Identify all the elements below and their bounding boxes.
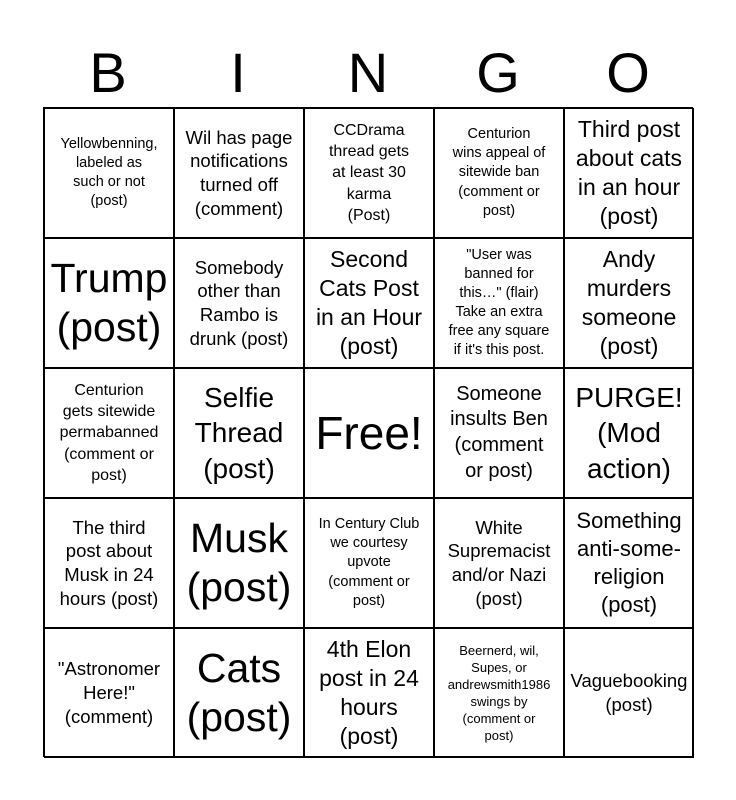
cell-text: In Century Club we courtesy upvote (comment or post) bbox=[318, 516, 420, 609]
bingo-cell[interactable] bbox=[44, 368, 174, 498]
bingo-cell[interactable] bbox=[174, 238, 304, 368]
bingo-cell[interactable] bbox=[564, 108, 694, 238]
bingo-board bbox=[43, 107, 693, 757]
cell-text: CCDrama thread gets at least 30 karma (Post) bbox=[328, 122, 410, 224]
cell-text: Free! bbox=[315, 406, 423, 459]
cell-text: Wil has page notifications turned off (comment) bbox=[185, 126, 293, 219]
cell-text: Centurion wins appeal of sitewide ban (comment or post) bbox=[452, 126, 546, 219]
cell-text: The third post about Musk in 24 hours (post) bbox=[59, 516, 159, 609]
bingo-cell[interactable] bbox=[304, 498, 434, 628]
bingo-cell[interactable] bbox=[174, 628, 304, 758]
bingo-cell[interactable] bbox=[564, 238, 694, 368]
bingo-cell[interactable] bbox=[174, 498, 304, 628]
cell-text: Andy murders someone (post) bbox=[581, 245, 677, 360]
cell-text: Something anti-some- religion (post) bbox=[576, 508, 682, 617]
cell-text: Someone insults Ben (comment or post) bbox=[450, 382, 548, 482]
cell-text: "Astronomer Here!" (comment) bbox=[57, 658, 161, 727]
bingo-cell[interactable] bbox=[44, 628, 174, 758]
cell-text: Musk (post) bbox=[186, 514, 292, 610]
cell-text: Vaguebooking (post) bbox=[570, 670, 688, 715]
bingo-cell[interactable] bbox=[434, 498, 564, 628]
free-space-cell[interactable] bbox=[304, 368, 434, 498]
header-letter-i: I bbox=[230, 41, 246, 104]
cell-text: White Supremacist and/or Nazi (post) bbox=[447, 516, 551, 609]
header-letter-n: N bbox=[347, 41, 389, 104]
bingo-cell[interactable] bbox=[304, 108, 434, 238]
bingo-cell[interactable] bbox=[434, 108, 564, 238]
cell-text: Trump (post) bbox=[50, 254, 168, 350]
cell-text: Cats (post) bbox=[186, 644, 292, 740]
cell-text: Centurion gets sitewide permabanned (comment or post) bbox=[59, 382, 159, 484]
bingo-cell[interactable] bbox=[304, 238, 434, 368]
header-letter-b: B bbox=[89, 41, 127, 104]
bingo-cell[interactable] bbox=[44, 108, 174, 238]
header-letter-o: O bbox=[606, 41, 650, 104]
bingo-cell[interactable] bbox=[44, 498, 174, 628]
cell-text: Selfie Thread (post) bbox=[194, 381, 284, 484]
cell-text: Third post about cats in an hour (post) bbox=[575, 115, 683, 230]
bingo-cell[interactable] bbox=[174, 108, 304, 238]
cell-text: Somebody other than Rambo is drunk (post) bbox=[189, 256, 289, 349]
header-letter-g: G bbox=[476, 41, 520, 104]
bingo-cell[interactable] bbox=[174, 368, 304, 498]
bingo-cell[interactable] bbox=[304, 628, 434, 758]
bingo-cell[interactable] bbox=[564, 368, 694, 498]
cell-text: Second Cats Post in an Hour (post) bbox=[315, 245, 423, 360]
bingo-cell[interactable] bbox=[564, 498, 694, 628]
cell-text: Yellowbenning, labeled as such or not (post) bbox=[60, 135, 158, 210]
bingo-cell[interactable] bbox=[434, 368, 564, 498]
cell-text: Beernerd, wil, Supes, or andrewsmith1986 swings by (comment or post) bbox=[447, 642, 551, 744]
bingo-cell[interactable] bbox=[44, 238, 174, 368]
bingo-cell[interactable] bbox=[564, 628, 694, 758]
cell-text: "User was banned for this…" (flair) Take an extra free any square if it's this post. bbox=[448, 247, 550, 358]
bingo-cell[interactable] bbox=[434, 238, 564, 368]
cell-text: 4th Elon post in 24 hours (post) bbox=[319, 635, 419, 750]
cell-text: PURGE! (Mod action) bbox=[575, 381, 683, 484]
bingo-header bbox=[43, 40, 693, 106]
bingo-cell[interactable] bbox=[434, 628, 564, 758]
